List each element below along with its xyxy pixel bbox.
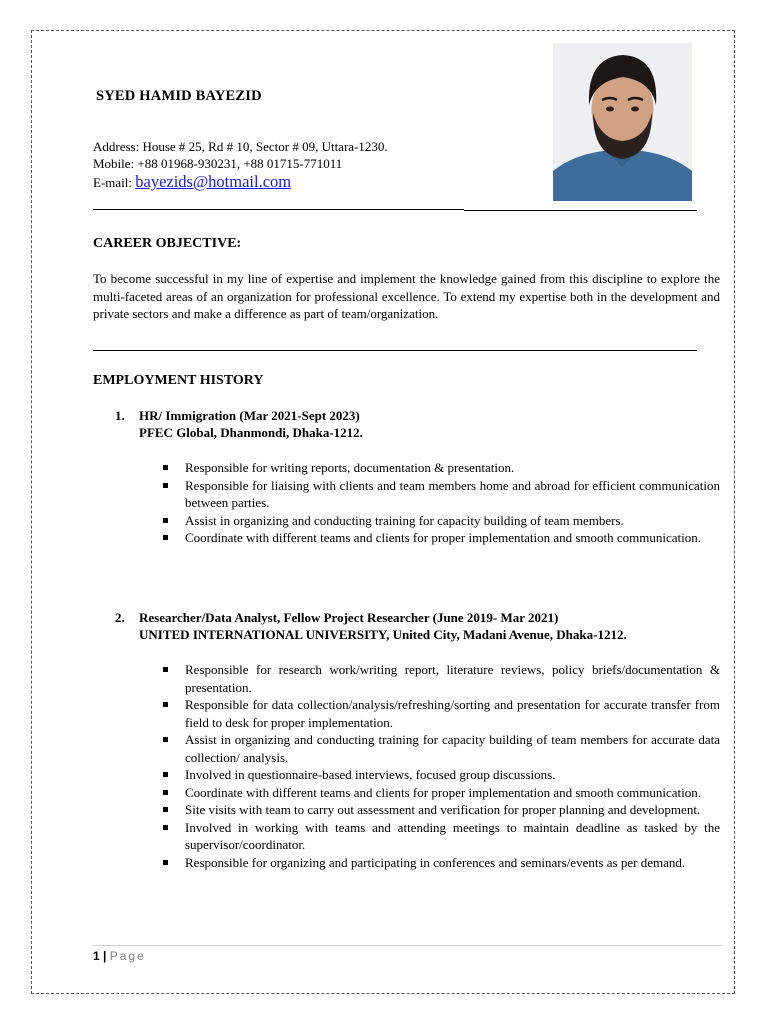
- email-link[interactable]: bayezids@hotmail.com: [135, 172, 292, 191]
- list-item: Coordinate with different teams and clients for proper implementation and smooth communication.: [161, 784, 720, 802]
- portrait-illustration: [553, 43, 692, 201]
- career-objective-heading: CAREER OBJECTIVE:: [93, 236, 242, 251]
- header-divider-left: [93, 209, 464, 210]
- career-objective-text: To become successful in my line of expertise and implement the knowledge gained from this discipline to explore the multi-faceted areas of an organization for professional excellence. To extend my expertise both in the development and private sectors and make a difference as part of team/organization.: [93, 271, 720, 321]
- page-separator: |: [103, 949, 107, 963]
- bullet-square-icon: [163, 737, 168, 742]
- list-item: Responsible for data collection/analysis/refreshing/sorting and presentation for accurate transfer from field to desk for proper implementation.: [161, 696, 720, 731]
- footer-divider: [93, 945, 722, 946]
- job-1-organization: PFEC Global, Dhanmondi, Dhaka-1212.: [139, 425, 363, 440]
- list-item: Involved in questionnaire-based interviews, focused group discussions.: [161, 766, 720, 784]
- list-item: Responsible for research work/writing report, literature reviews, policy briefs/documentation & presentation.: [161, 661, 720, 696]
- job-2-responsibilities: [161, 661, 720, 871]
- list-item: Assist in organizing and conducting training for capacity building of team members.: [161, 512, 720, 530]
- bullet-square-icon: [163, 807, 168, 812]
- bullet-square-icon: [163, 702, 168, 707]
- list-item: Responsible for writing reports, documentation & presentation.: [161, 459, 720, 477]
- header-divider-right: [464, 210, 697, 211]
- job-2-title: [115, 609, 558, 626]
- email-line: [93, 173, 291, 191]
- job-2-organization: UNITED INTERNATIONAL UNIVERSITY, United City, Madani Avenue, Dhaka-1212.: [139, 627, 627, 642]
- list-item: Involved in working with teams and attending meetings to maintain deadline as tasked by the supervisor/coordinator.: [161, 819, 720, 854]
- job-1-role: HR/ Immigration (Mar 2021-Sept 2023): [139, 408, 360, 423]
- job-2-number: 2.: [115, 610, 125, 625]
- bullet-square-icon: [163, 772, 168, 777]
- list-item: Responsible for organizing and participating in conferences and seminars/events as per demand.: [161, 854, 720, 872]
- section-divider: [93, 350, 697, 351]
- list-item: Site visits with team to carry out assessment and verification for proper planning and development.: [161, 801, 720, 819]
- list-item: Assist in organizing and conducting training for capacity building of team members for accurate data collection/ analysis.: [161, 731, 720, 766]
- bullet-square-icon: [163, 825, 168, 830]
- job-2-role: Researcher/Data Analyst, Fellow Project Researcher (June 2019- Mar 2021): [139, 610, 559, 625]
- job-1-title: [115, 407, 360, 424]
- list-item: Coordinate with different teams and clients for proper implementation and smooth communication.: [161, 529, 720, 547]
- bullet-square-icon: [163, 465, 168, 470]
- page-number: 1: [93, 949, 100, 963]
- address-line: Address: House # 25, Rd # 10, Sector # 09, Uttara-1230.: [93, 139, 388, 154]
- page-label: Page: [109, 949, 146, 963]
- employment-history-heading: EMPLOYMENT HISTORY: [93, 373, 264, 388]
- bullet-square-icon: [163, 860, 168, 865]
- candidate-name: SYED HAMID BAYEZID: [96, 88, 262, 104]
- bullet-square-icon: [163, 518, 168, 523]
- bullet-square-icon: [163, 667, 168, 672]
- page-footer: [93, 949, 146, 963]
- list-item: Responsible for liaising with clients and team members home and abroad for efficient communication between parties.: [161, 477, 720, 512]
- bullet-square-icon: [163, 535, 168, 540]
- profile-photo: [553, 43, 692, 201]
- bullet-square-icon: [163, 790, 168, 795]
- mobile-line: Mobile: +88 01968-930231, +88 01715-771011: [93, 156, 343, 171]
- job-1-responsibilities: [161, 459, 720, 547]
- bullet-square-icon: [163, 483, 168, 488]
- job-1-number: 1.: [115, 408, 125, 423]
- email-label: E-mail:: [93, 175, 132, 190]
